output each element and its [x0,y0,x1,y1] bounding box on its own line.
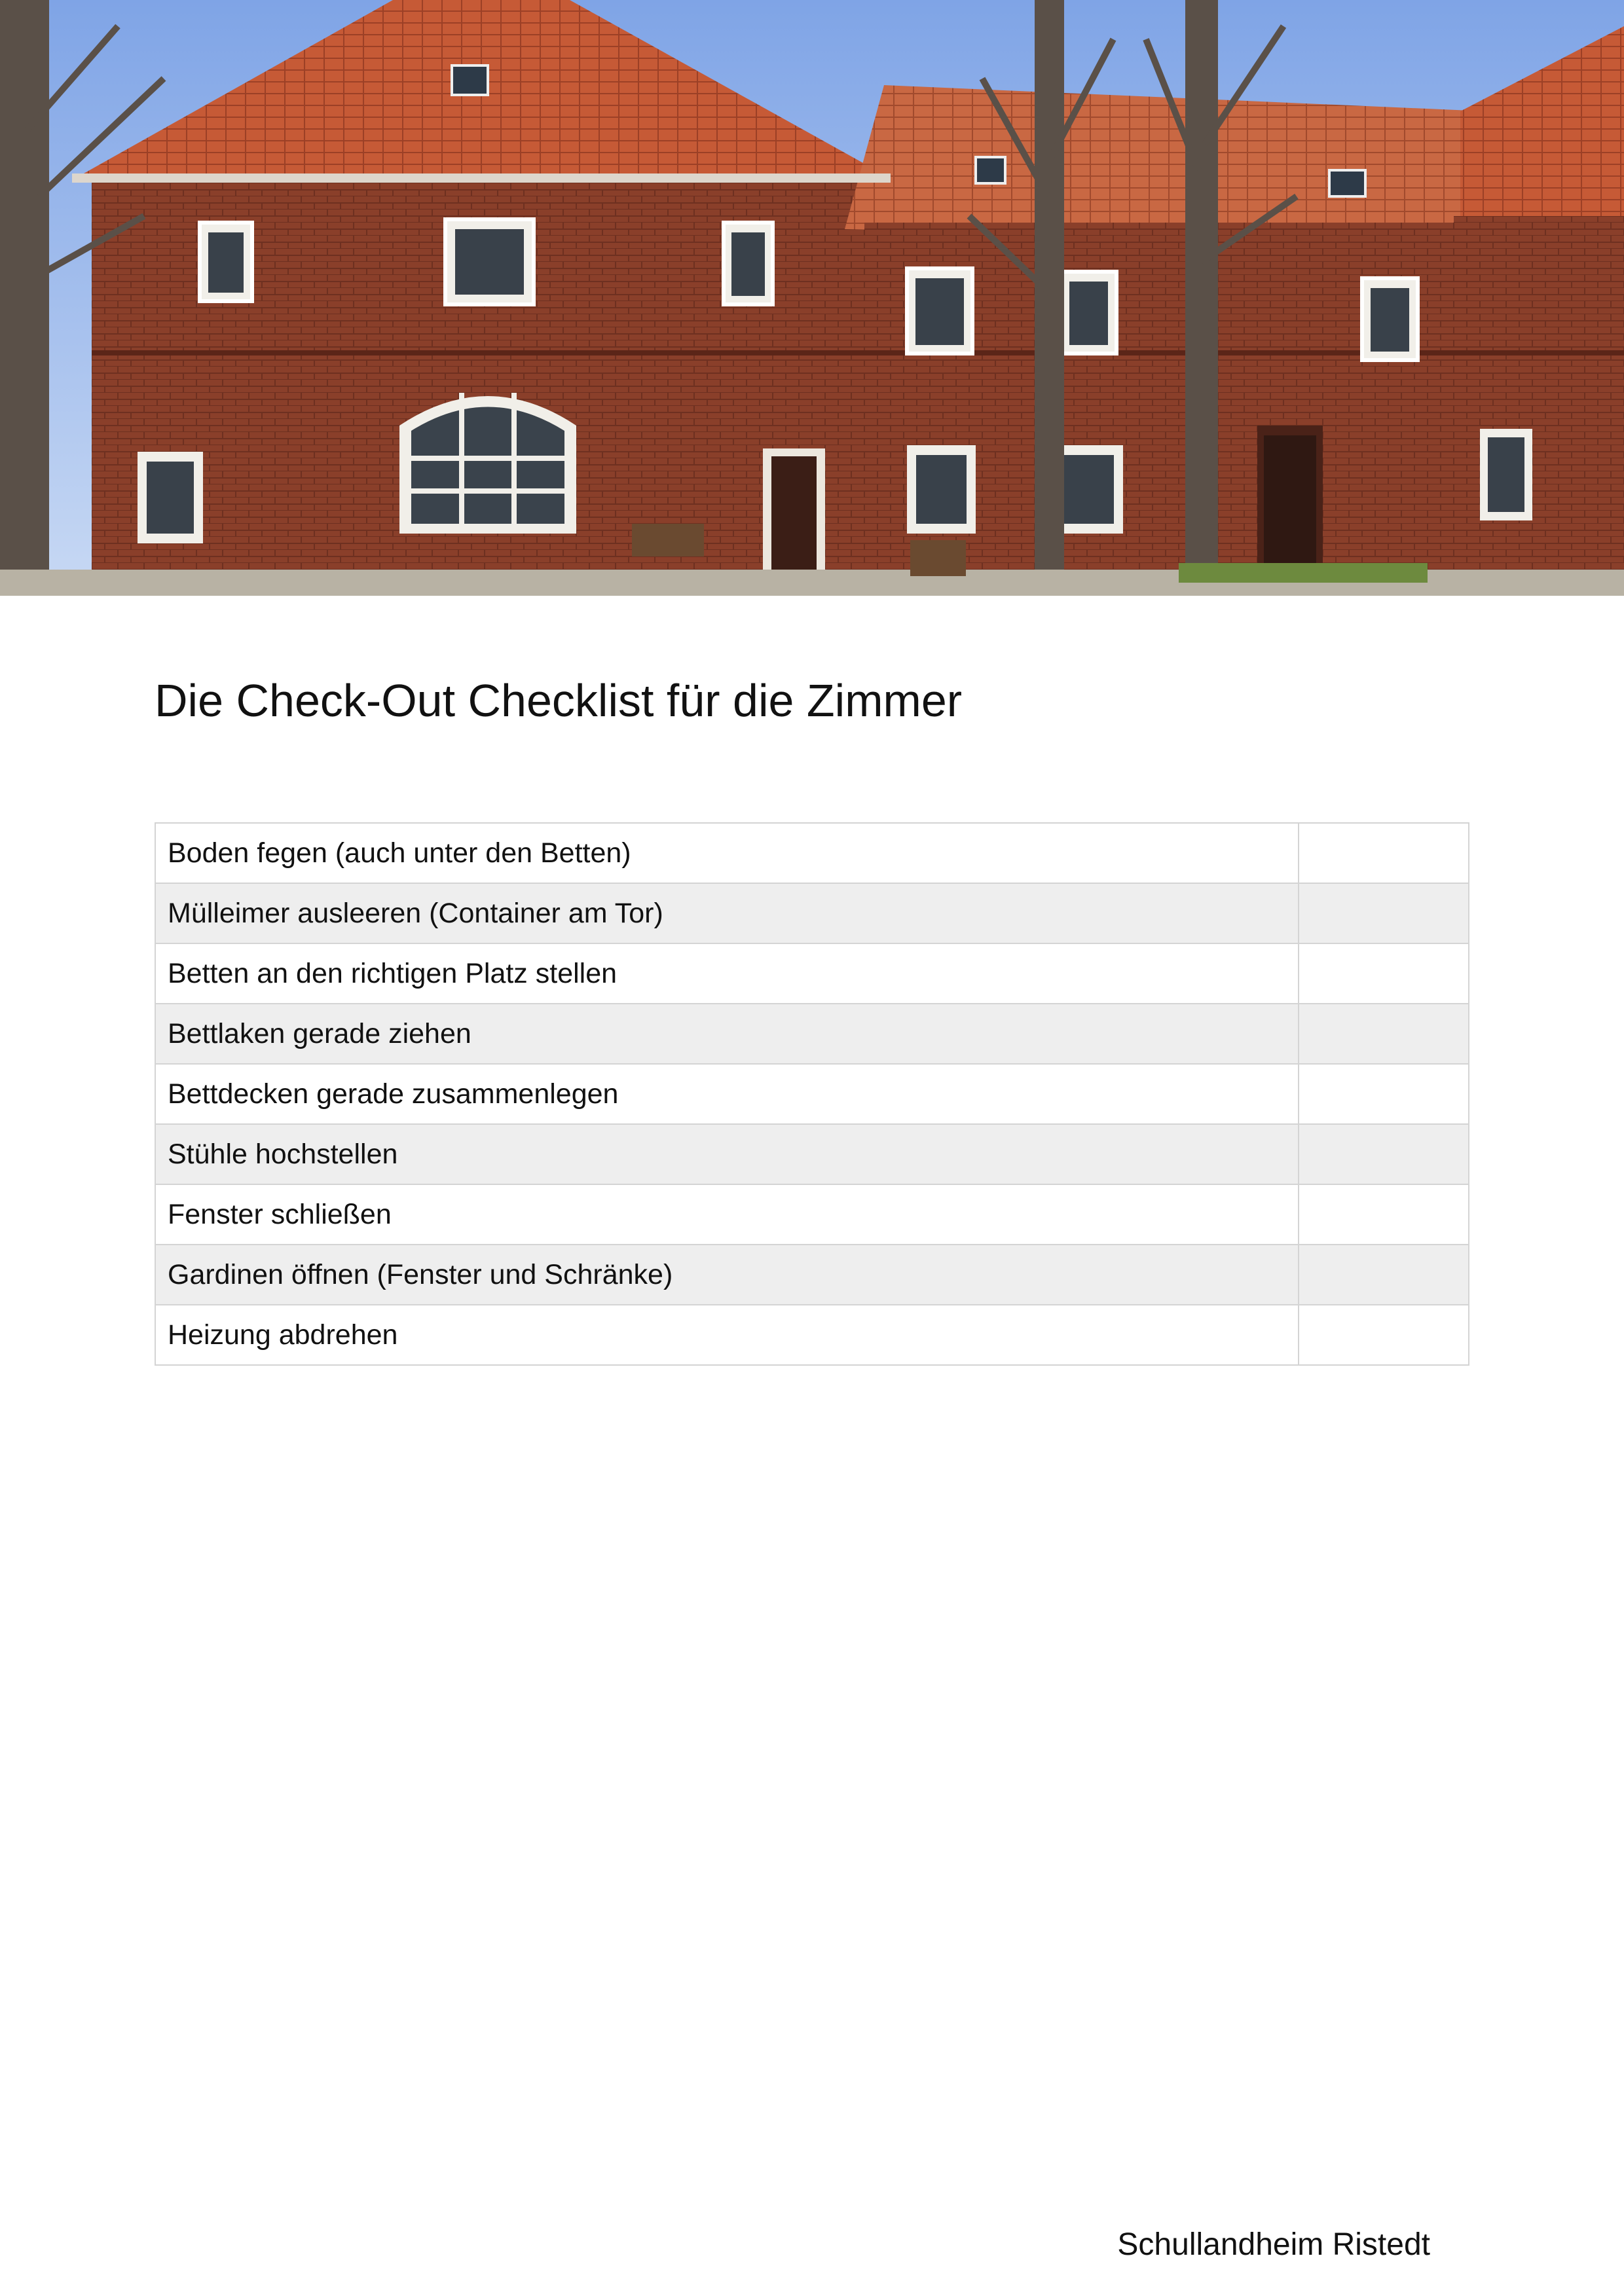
checklist-checkbox[interactable] [1299,1245,1469,1305]
checklist-item-label: Bettdecken gerade zusammenlegen [155,1064,1299,1124]
table-row [155,883,1469,943]
checklist-checkbox[interactable] [1299,823,1469,883]
table-row [155,1124,1469,1184]
table-row [155,943,1469,1004]
checklist-item-label: Stühle hochstellen [155,1124,1299,1184]
checklist-checkbox[interactable] [1299,1004,1469,1064]
table-row [155,1245,1469,1305]
page-title: Die Check-Out Checklist für die Zimmer [155,675,963,726]
header-photo [0,0,1624,596]
checklist-checkbox[interactable] [1299,943,1469,1004]
checklist-item-label: Gardinen öffnen (Fenster und Schränke) [155,1245,1299,1305]
checklist-table [155,822,1469,1366]
building-photo-illustration [0,0,1624,596]
checklist-checkbox[interactable] [1299,1124,1469,1184]
footer-organization: Schullandheim Ristedt [1117,2227,1430,2262]
table-row [155,1184,1469,1245]
checklist-item-label: Heizung abdrehen [155,1305,1299,1365]
checklist-item-label: Betten an den richtigen Platz stellen [155,943,1299,1004]
checklist-item-label: Mülleimer ausleeren (Container am Tor) [155,883,1299,943]
checklist-checkbox[interactable] [1299,1064,1469,1124]
table-row [155,1064,1469,1124]
checklist-checkbox[interactable] [1299,1305,1469,1365]
checklist-checkbox[interactable] [1299,883,1469,943]
checklist-item-label: Boden fegen (auch unter den Betten) [155,823,1299,883]
checklist-item-label: Fenster schließen [155,1184,1299,1245]
checklist-checkbox[interactable] [1299,1184,1469,1245]
table-row [155,1305,1469,1365]
table-row [155,823,1469,883]
table-row [155,1004,1469,1064]
checklist-item-label: Bettlaken gerade ziehen [155,1004,1299,1064]
